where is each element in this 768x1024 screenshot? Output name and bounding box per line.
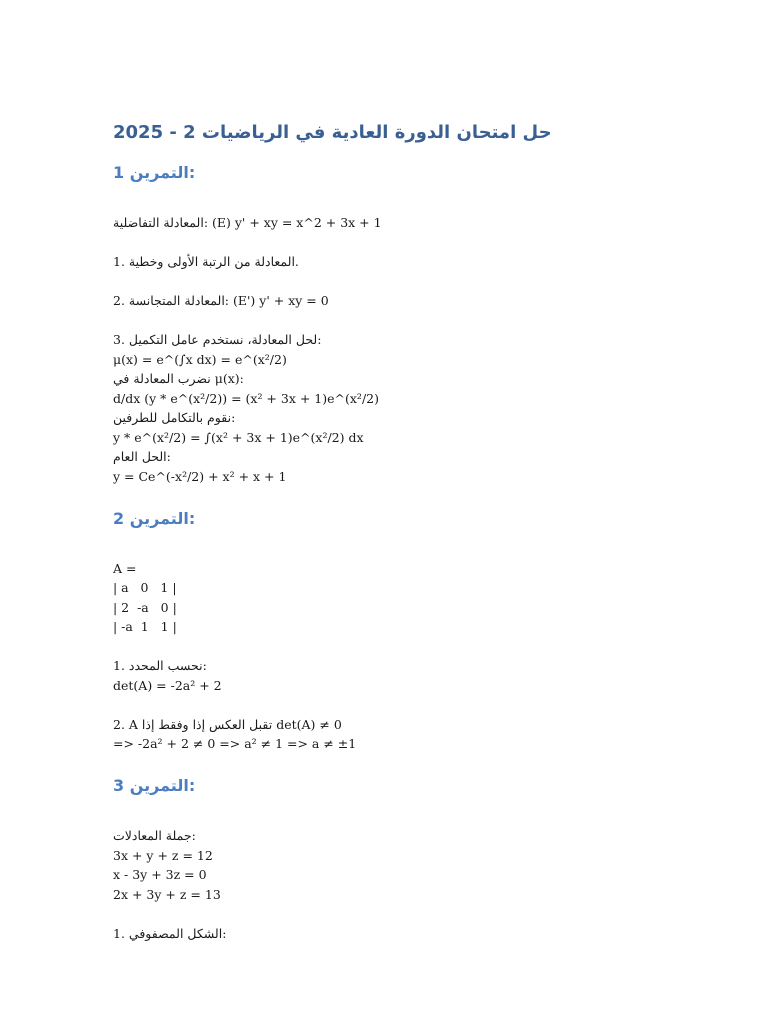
ex2-question-1: 1. نحسب المحدد:: [113, 658, 207, 673]
exercise-2-heading: التمرين 2:: [113, 508, 196, 528]
ex1-line: μ(x) = e^(∫x dx) = e^(x²/2): [113, 351, 287, 367]
ex3-equation: 3x + y + z = 12: [113, 847, 213, 863]
ex2-determinant: det(A) = -2a² + 2: [113, 677, 222, 693]
ex1-question-3: 3. لحل المعادلة، نستخدم عامل التكميل:: [113, 332, 322, 347]
ex2-matrix-row: | -a 1 1 |: [113, 619, 177, 634]
ex1-general-solution: y = Ce^(-x²/2) + x² + x + 1: [113, 468, 287, 484]
ex2-matrix-row: | 2 -a 0 |: [113, 599, 177, 615]
ex1-line: نضرب المعادلة في μ(x):: [113, 371, 244, 386]
document-body: [113, 118, 673, 943]
ex1-question-2: 2. المعادلة المتجانسة: (E') y' + xy = 0: [113, 293, 329, 308]
ex1-question-1: 1. المعادلة من الرتبة الأولى وخطية.: [113, 254, 299, 269]
ex2-matrix-row: | a 0 1 |: [113, 580, 177, 595]
exercise-3-heading: التمرين 3:: [113, 776, 196, 795]
ex1-line: الحل العام:: [113, 449, 171, 464]
ex1-line: d/dx (y * e^(x²/2)) = (x² + 3x + 1)e^(x²/2): [113, 390, 379, 406]
ex2-question-2: 2. A تقبل العكس إذا وفقط إذا det(A) ≠ 0: [113, 716, 342, 732]
ex2-implication: => -2a² + 2 ≠ 0 => a² ≠ 1 => a ≠ ±1: [113, 736, 357, 751]
ex2-matrix-label: A =: [113, 560, 137, 576]
page-title: حل امتحان الدورة العادية في الرياضيات 2 - 2025: [113, 122, 552, 143]
ex1-line: y * e^(x²/2) = ∫(x² + 3x + 1)e^(x²/2) dx: [113, 429, 364, 445]
exercise-1-heading: التمرين 1:: [113, 163, 196, 182]
ex3-question-1: 1. الشكل المصفوفي:: [113, 925, 227, 941]
ex1-line: نقوم بالتكامل للطرفين:: [113, 410, 236, 425]
ex3-equation: 2x + 3y + z = 13: [113, 886, 221, 902]
ex1-equation: المعادلة التفاضلية: (E) y' + xy = x^2 + 3x + 1: [113, 215, 382, 230]
ex3-system-label: جملة المعادلات:: [113, 828, 196, 843]
ex3-equation: x - 3y + 3z = 0: [113, 867, 207, 882]
